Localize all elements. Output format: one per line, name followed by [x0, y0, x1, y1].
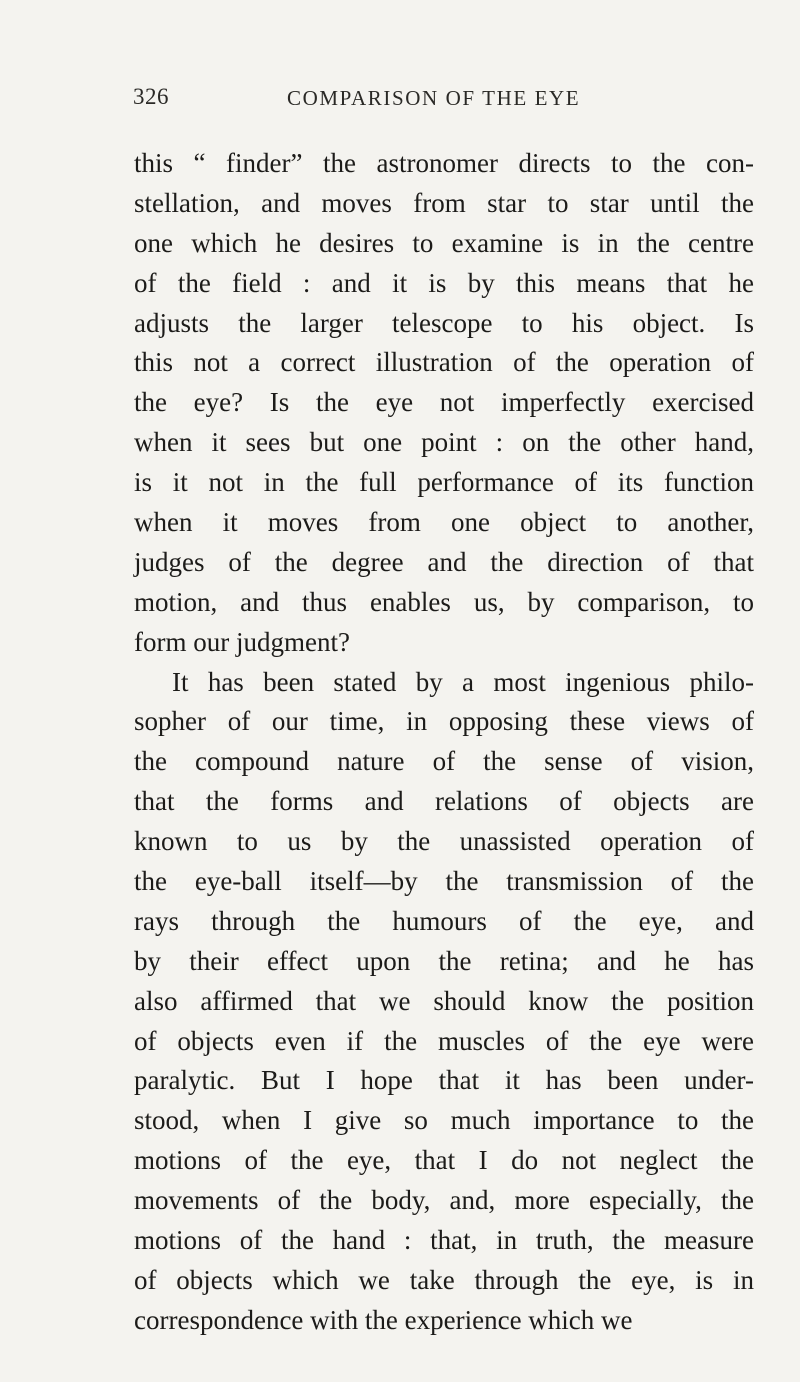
text-line: when it moves from one object to another, [134, 507, 754, 538]
text-line: form our judgment? [134, 626, 350, 657]
text-line: the eye? Is the eye not imperfectly exercised [134, 387, 754, 418]
text-line: the eye-ball itself—by the transmission of the [134, 866, 754, 897]
text-line: It has been stated by a most ingenious philo- [172, 666, 754, 697]
body-text [134, 144, 754, 1341]
text-line: of the field : and it is by this means that he [134, 267, 754, 298]
text-line: also affirmed that we should know the position [134, 985, 754, 1016]
text-line: stood, when I give so much importance to the [134, 1105, 754, 1136]
text-line: motion, and thus enables us, by comparison, to [134, 586, 754, 617]
text-line: this not a correct illustration of the operation of [134, 347, 754, 378]
text-line: by their effect upon the retina; and he has [134, 945, 754, 976]
page-number: 326 [133, 84, 169, 109]
text-line: paralytic. But I hope that it has been under- [134, 1065, 754, 1096]
text-line: of objects even if the muscles of the eye were [134, 1025, 754, 1056]
text-line: movements of the body, and, more especially, the [134, 1185, 754, 1216]
text-line: one which he desires to examine is in the centre [134, 227, 754, 258]
text-line: sopher of our time, in opposing these views of [134, 706, 754, 737]
text-line: of objects which we take through the eye, is in [134, 1264, 754, 1295]
text-line: stellation, and moves from star to star until the [134, 187, 754, 218]
text-line: rays through the humours of the eye, and [134, 905, 754, 936]
text-line: adjusts the larger telescope to his object. Is [134, 307, 754, 338]
text-line: that the forms and relations of objects are [134, 786, 754, 817]
text-line: motions of the eye, that I do not neglect the [134, 1145, 754, 1176]
text-line: the compound nature of the sense of vision, [134, 746, 754, 777]
text-line: this “ finder” the astronomer directs to the con- [134, 148, 754, 178]
text-line: known to us by the unassisted operation of [134, 826, 754, 857]
text-line: is it not in the full performance of its function [134, 467, 754, 498]
text-line: correspondence with the experience which we [134, 1304, 633, 1335]
text-line: judges of the degree and the direction of that [134, 546, 754, 577]
running-title: COMPARISON OF THE EYE [287, 86, 581, 110]
text-line: when it sees but one point : on the other hand, [134, 427, 754, 458]
text-line: motions of the hand : that, in truth, the measure [134, 1225, 754, 1256]
